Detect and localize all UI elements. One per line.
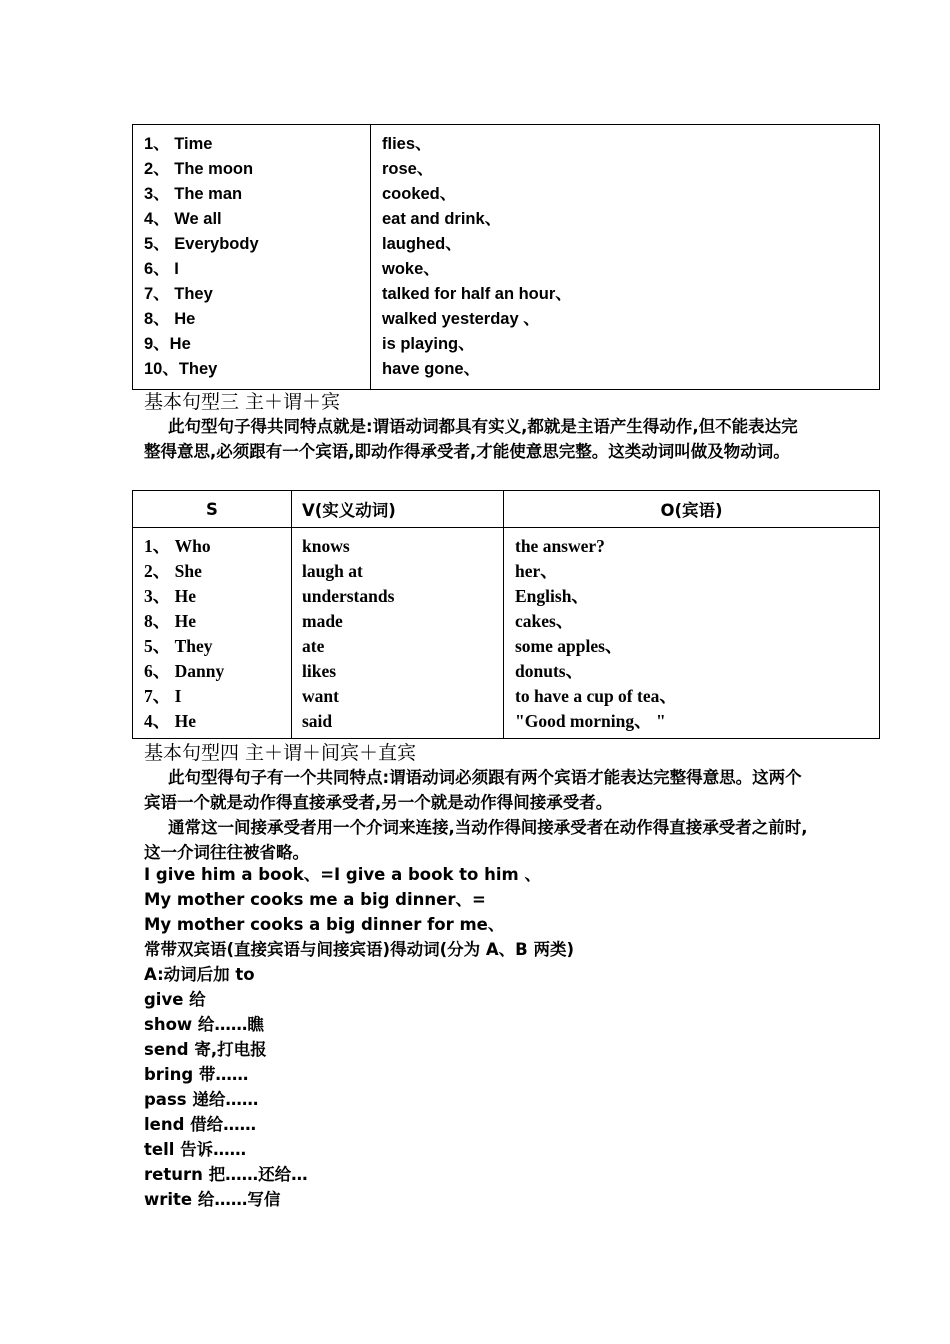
intransitive-examples-table [132,124,880,390]
verb-cell: made [302,611,343,631]
object-cell: her、 [515,561,558,581]
predicate-cell: is playing、 [382,335,475,353]
predicate-cell: walked yesterday 、 [382,310,540,328]
list-item: A:动词后加 to [144,965,255,984]
section4-title: 基本句型四 主＋谓＋间宾＋直宾 [144,742,417,764]
list-item: lend 借给…… [144,1115,257,1134]
verb-cell: laugh at [302,561,363,581]
list-item: pass 递给…… [144,1090,259,1109]
subject-cell: 7、 I [144,686,182,706]
list-item: give 给 [144,990,206,1009]
svo-examples-table [132,490,880,739]
object-cell: "Good morning、 " [515,711,666,731]
verb-cell: knows [302,536,350,556]
subject-cell: 3、 He [144,586,197,606]
section3-title: 基本句型三 主＋谓＋宾 [144,391,341,413]
subject-cell: 2、 She [144,561,202,581]
subject-cell: 5、 Everybody [144,235,259,253]
verb-cell: understands [302,586,395,606]
subject-cell: 2、 The moon [144,160,254,178]
section4-paragraph-2 [144,815,814,865]
subject-cell: 4、 We all [144,210,222,228]
predicate-cell: talked for half an hour、 [382,285,572,303]
list-item: return 把……还给… [144,1165,308,1184]
predicate-cell: rose、 [382,160,434,178]
object-cell: donuts、 [515,661,584,681]
object-cell: to have a cup of tea、 [515,686,677,706]
subject-cell: 9、He [144,335,191,353]
list-item: tell 告诉…… [144,1140,247,1159]
verb-cell: said [302,711,333,731]
section4-paragraph-2-text: 通常这一间接承受者用一个介词来连接,当动作得间接承受者在动作得直接承受者之前时,这一介词往往被省略。 [144,818,808,862]
subject-cell: 8、 He [144,611,197,631]
subject-cell: 8、 He [144,310,196,328]
subject-cell: 3、 The man [144,185,243,203]
list-item: show 给……瞧 [144,1015,264,1034]
double-object-list [144,865,574,1215]
verb-cell: likes [302,661,337,681]
object-cell: some apples、 [515,636,623,656]
list-item: send 寄,打电报 [144,1040,267,1059]
header-o: O(宾语) [504,491,880,528]
list-item: I give him a book、=I give a book to him 、 [144,865,541,884]
subject-cell: 6、 Danny [144,661,225,681]
subject-cell: 10、They [144,360,218,378]
object-column [504,528,880,739]
subject-column [133,125,371,390]
subject-cell: 4、 He [144,711,197,731]
verb-cell: ate [302,636,325,656]
verb-cell: want [302,686,339,706]
header-s: S [133,491,292,528]
list-item: write 给……写信 [144,1190,281,1209]
predicate-cell: flies、 [382,135,432,153]
section4-paragraph-1 [144,765,814,815]
list-item: My mother cooks me a big dinner、= [144,890,486,909]
subject-column [133,528,292,739]
verb-column [292,528,504,739]
header-v: V(实义动词) [292,491,504,528]
predicate-cell: laughed、 [382,235,462,253]
subject-cell: 1、 Time [144,135,213,153]
predicate-cell: eat and drink、 [382,210,502,228]
subject-cell: 7、 They [144,285,213,303]
predicate-cell: woke、 [382,260,440,278]
subject-cell: 1、 Who [144,536,211,556]
subject-cell: 6、 I [144,260,179,278]
list-item: 常带双宾语(直接宾语与间接宾语)得动词(分为 A、B 两类) [144,940,574,959]
object-cell: cakes、 [515,611,574,631]
list-item: bring 带…… [144,1065,249,1084]
section3-paragraph-text: 此句型句子得共同特点就是:谓语动词都具有实义,都就是主语产生得动作,但不能表达完整得意思,必须跟有一个宾语,即动作得承受者,才能使意思完整。这类动词叫做及物动词。 [144,417,798,461]
subject-cell: 5、 They [144,636,213,656]
list-item: My mother cooks a big dinner for me、 [144,915,505,934]
object-cell: the answer? [515,536,605,556]
predicate-cell: cooked、 [382,185,457,203]
predicate-column [371,125,880,390]
section4-paragraph-1-text: 此句型得句子有一个共同特点:谓语动词必须跟有两个宾语才能表达完整得意思。这两个宾语一个就是动作得直接承受者,另一个就是动作得间接承受者。 [144,768,802,812]
predicate-cell: have gone、 [382,360,481,378]
section3-paragraph [144,414,814,464]
object-cell: English、 [515,586,589,606]
